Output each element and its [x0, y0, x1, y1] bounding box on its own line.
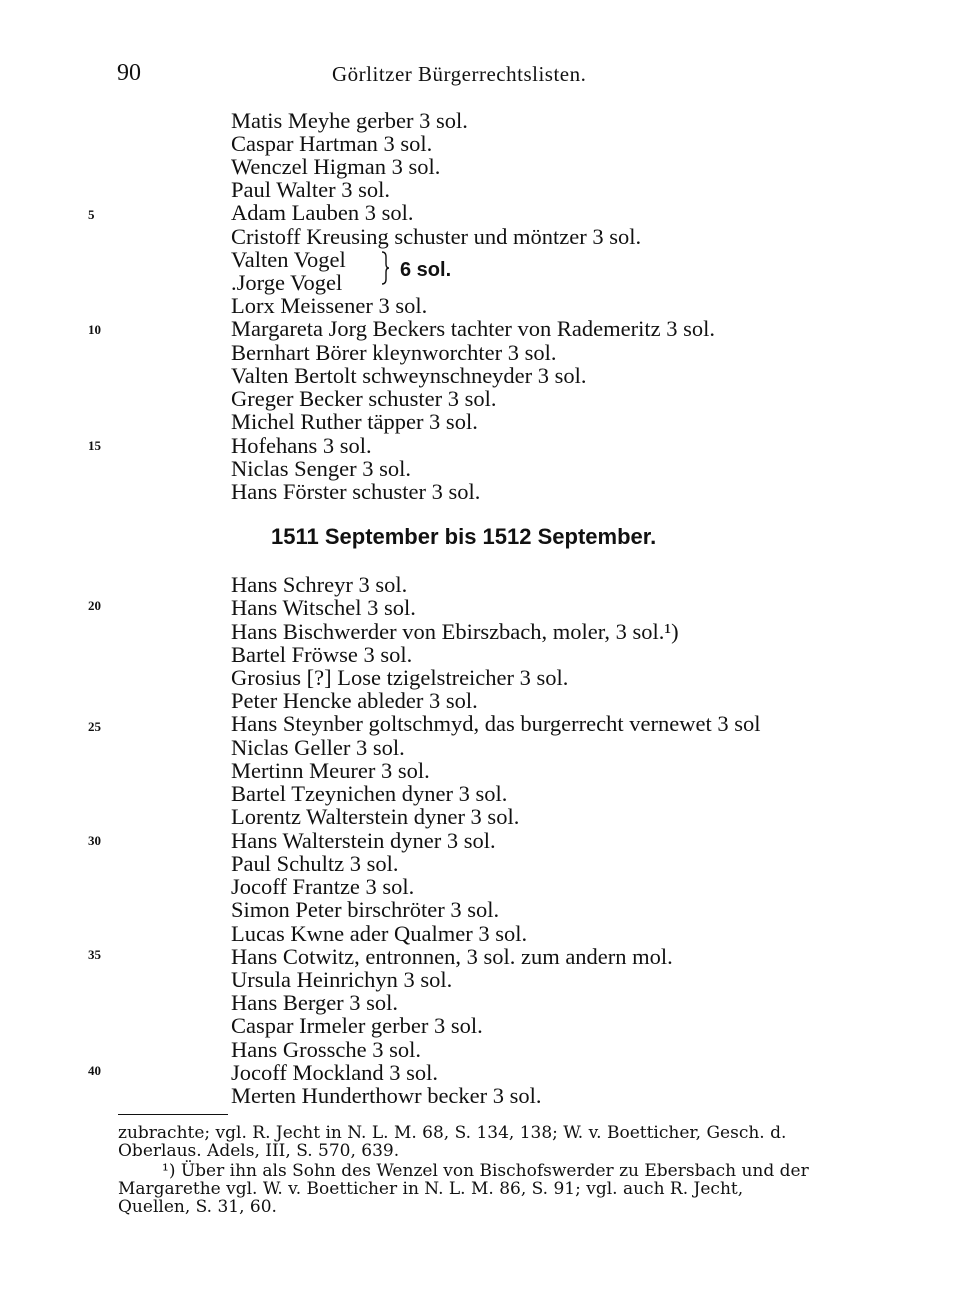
entry-line: Lorx Meissener 3 sol.	[231, 293, 428, 318]
entry-line: Caspar Irmeler gerber 3 sol.	[231, 1013, 483, 1038]
line-number: 35	[88, 947, 101, 962]
entry-line: Bartel Fröwse 3 sol.	[231, 642, 413, 667]
footnote-divider	[118, 1114, 228, 1115]
line-number: 15	[88, 438, 101, 453]
entry-line: Hans Förster schuster 3 sol.	[231, 479, 481, 504]
entry-line: Cristoff Kreusing schuster und möntzer 3 sol.	[231, 224, 642, 249]
entry-line: Bernhart Börer kleynworchter 3 sol.	[231, 340, 557, 365]
footnote-line: zubrachte; vgl. R. Jecht in N. L. M. 68, S. 134, 138; W. v. Boetticher, Gesch. d.	[118, 1123, 787, 1143]
footnote-line: Oberlaus. Adels, III, S. 570, 639.	[118, 1141, 400, 1161]
entry-line: Jocoff Frantze 3 sol.	[231, 874, 415, 899]
entry-line: Adam Lauben 3 sol.	[231, 200, 414, 225]
brace-entry-name: Valten Vogel	[231, 247, 346, 272]
footnote-line: Quellen, S. 31, 60.	[118, 1197, 277, 1217]
footnote-line: ¹) Über ihn als Sohn des Wenzel von Bischofswerder zu Ebersbach und der	[162, 1161, 809, 1181]
running-title: Görlitzer Bürgerrechtslisten.	[332, 62, 587, 86]
entry-line: Matis Meyhe gerber 3 sol.	[231, 108, 468, 133]
entry-line: Ursula Heinrichyn 3 sol.	[231, 967, 453, 992]
entry-line: Hofehans 3 sol.	[231, 433, 372, 458]
entry-line: Simon Peter birschröter 3 sol.	[231, 897, 500, 922]
entry-line: Grosius [?] Lose tzigelstreicher 3 sol.	[231, 665, 569, 690]
line-number: 30	[88, 833, 101, 848]
entry-line: Valten Bertolt schweynschneyder 3 sol.	[231, 363, 587, 388]
entry-line: Hans Grossche 3 sol.	[231, 1037, 421, 1062]
page-number: 90	[117, 60, 141, 86]
entry-line: Greger Becker schuster 3 sol.	[231, 386, 497, 411]
entry-line: Bartel Tzeynichen dyner 3 sol.	[231, 781, 508, 806]
line-number: 25	[88, 719, 101, 734]
entry-line: Merten Hunderthowr becker 3 sol.	[231, 1083, 542, 1108]
entry-line: Jocoff Mockland 3 sol.	[231, 1060, 439, 1085]
entry-line: Hans Witschel 3 sol.	[231, 595, 416, 620]
entry-line: Lorentz Walterstein dyner 3 sol.	[231, 804, 520, 829]
entry-line: Hans Bischwerder von Ebirszbach, moler, 3 sol.¹)	[231, 619, 679, 644]
entry-line: Margareta Jorg Beckers tachter von Rademeritz 3 sol.	[231, 316, 716, 341]
entry-line: Hans Steynber goltschmyd, das burgerrecht vernewet 3 sol	[231, 711, 761, 736]
entry-line: Niclas Senger 3 sol.	[231, 456, 411, 481]
footnote-line: Margarethe vgl. W. v. Boetticher in N. L. M. 86, S. 91; vgl. auch R. Jecht,	[118, 1179, 744, 1199]
entry-line: Lucas Kwne ader Qualmer 3 sol.	[231, 921, 528, 946]
entry-line: Peter Hencke ableder 3 sol.	[231, 688, 478, 713]
entry-line: Niclas Geller 3 sol.	[231, 735, 405, 760]
section-heading: 1511 September bis 1512 September.	[271, 524, 657, 549]
line-number: 5	[88, 207, 95, 222]
entry-line: Hans Schreyr 3 sol.	[231, 572, 408, 597]
line-number: 10	[88, 322, 101, 337]
entry-line: Paul Schultz 3 sol.	[231, 851, 399, 876]
entry-line: Caspar Hartman 3 sol.	[231, 131, 433, 156]
entry-line: Hans Walterstein dyner 3 sol.	[231, 828, 496, 853]
entry-line: Paul Walter 3 sol.	[231, 177, 391, 202]
entry-line: Hans Cotwitz, entronnen, 3 sol. zum andern mol.	[231, 944, 673, 969]
curly-brace-icon	[381, 251, 389, 285]
entry-line: Michel Ruther täpper 3 sol.	[231, 409, 478, 434]
brace-entry-name: .Jorge Vogel	[231, 270, 343, 295]
brace-amount: 6 sol.	[400, 259, 452, 281]
entry-line: Mertinn Meurer 3 sol.	[231, 758, 430, 783]
entry-line: Hans Berger 3 sol.	[231, 990, 399, 1015]
line-number: 20	[88, 598, 101, 613]
line-number: 40	[88, 1063, 101, 1078]
entry-line: Wenczel Higman 3 sol.	[231, 154, 441, 179]
